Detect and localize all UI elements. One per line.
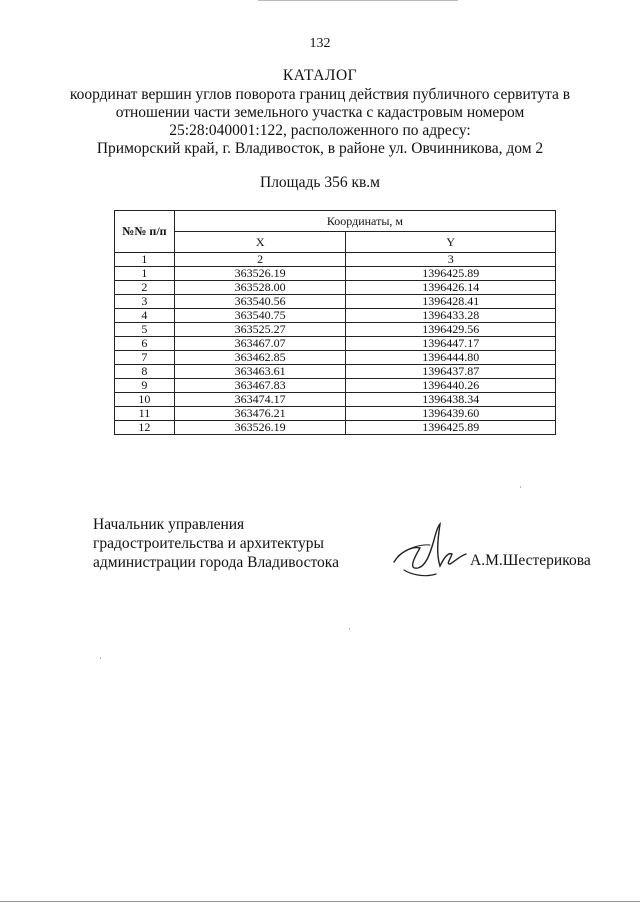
table-row [115, 407, 556, 421]
header-coordinates: Координаты, м [174, 211, 555, 232]
column-number-1: 1 [115, 253, 175, 267]
table-row [115, 281, 556, 295]
cell-number: 9 [115, 379, 175, 393]
header-x: X [174, 232, 346, 253]
column-number-3: 3 [346, 253, 556, 267]
table-row [115, 309, 556, 323]
column-number-2: 2 [174, 253, 346, 267]
cell-number: 8 [115, 365, 175, 379]
table-row [115, 393, 556, 407]
subtitle-line-4: Приморский край, г. Владивосток, в районе ул. Овчинникова, дом 2 [96, 140, 544, 157]
scan-edge-top [258, 0, 458, 1]
cell-y: 1396440.26 [346, 379, 556, 393]
header-y: Y [346, 232, 556, 253]
document-title: КАТАЛОГ [282, 67, 358, 84]
coordinates-table [114, 210, 556, 435]
column-number-row [115, 253, 556, 267]
scan-speck [520, 486, 521, 488]
signer-position [93, 515, 339, 572]
cell-y: 1396425.89 [346, 421, 556, 435]
cell-y: 1396447.17 [346, 337, 556, 351]
cell-y: 1396433.28 [346, 309, 556, 323]
handwritten-signature [390, 518, 470, 588]
cell-x: 363528.00 [174, 281, 346, 295]
cell-x: 363526.19 [174, 421, 346, 435]
scan-speck [100, 657, 101, 659]
table-row [115, 337, 556, 351]
cell-number: 7 [115, 351, 175, 365]
page-number: 132 [309, 36, 331, 51]
scan-speck [349, 628, 350, 630]
cell-x: 363462.85 [174, 351, 346, 365]
table-row [115, 323, 556, 337]
header-row-number: №№ п/п [115, 211, 175, 253]
cell-x: 363540.56 [174, 295, 346, 309]
signer-position-line-3: администрации города Владивостока [93, 554, 339, 571]
table-row [115, 365, 556, 379]
cell-number: 3 [115, 295, 175, 309]
subtitle-line-1: координат вершин углов поворота границ действия публичного сервитута в [69, 86, 571, 103]
cell-y: 1396428.41 [346, 295, 556, 309]
cell-y: 1396439.60 [346, 407, 556, 421]
cell-number: 4 [115, 309, 175, 323]
subtitle-line-3: 25:28:040001:122, расположенного по адресу: [169, 122, 471, 139]
cell-x: 363474.17 [174, 393, 346, 407]
table-row [115, 351, 556, 365]
signer-position-line-2: градостроительства и архитектуры [93, 535, 324, 552]
cell-x: 363540.75 [174, 309, 346, 323]
signer-position-line-1: Начальник управления [93, 516, 245, 533]
scan-edge-bottom [0, 901, 640, 902]
subtitle-line-2: отношении части земельного участка с кадастровым номером [115, 104, 525, 121]
cell-x: 363526.19 [174, 267, 346, 281]
cell-number: 5 [115, 323, 175, 337]
table-row [115, 267, 556, 281]
cell-number: 2 [115, 281, 175, 295]
table-row [115, 421, 556, 435]
cell-number: 11 [115, 407, 175, 421]
table-row [115, 379, 556, 393]
cell-y: 1396426.14 [346, 281, 556, 295]
area-label: Площадь 356 кв.м [260, 174, 380, 191]
cell-y: 1396444.80 [346, 351, 556, 365]
cell-number: 12 [115, 421, 175, 435]
cell-x: 363467.07 [174, 337, 346, 351]
cell-x: 363525.27 [174, 323, 346, 337]
cell-y: 1396425.89 [346, 267, 556, 281]
cell-y: 1396429.56 [346, 323, 556, 337]
cell-number: 6 [115, 337, 175, 351]
cell-x: 363476.21 [174, 407, 346, 421]
cell-x: 363467.83 [174, 379, 346, 393]
cell-y: 1396438.34 [346, 393, 556, 407]
document-header [0, 66, 640, 158]
table-row [115, 295, 556, 309]
cell-number: 1 [115, 267, 175, 281]
signer-name: А.М.Шестерикова [470, 552, 591, 569]
cell-y: 1396437.87 [346, 365, 556, 379]
cell-x: 363463.61 [174, 365, 346, 379]
cell-number: 10 [115, 393, 175, 407]
